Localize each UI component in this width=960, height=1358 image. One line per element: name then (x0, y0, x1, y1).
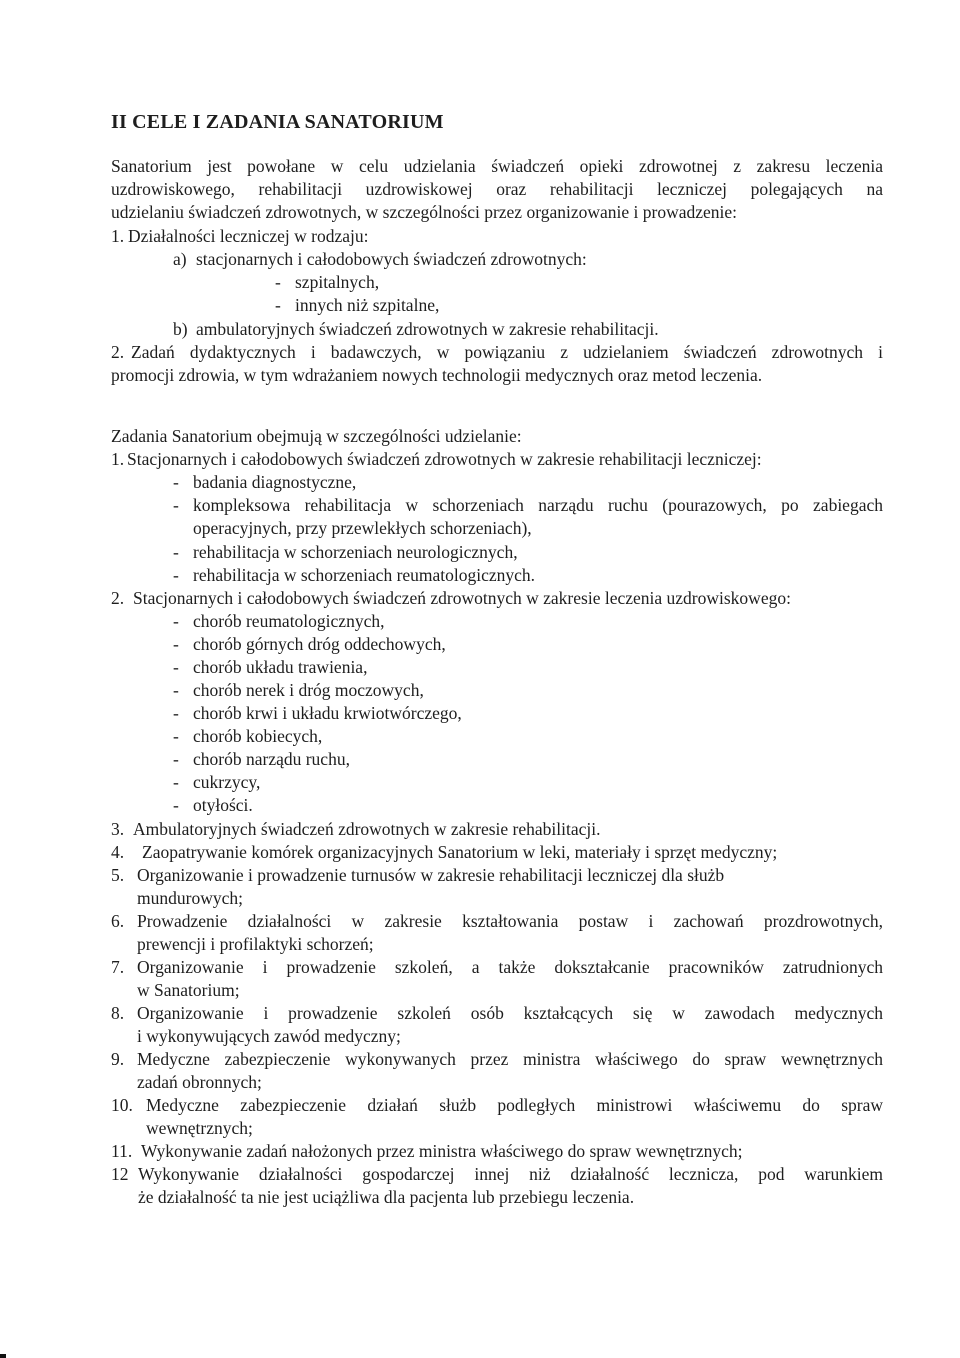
list-number: 11. (111, 1141, 133, 1161)
list-item: Wykonywanie zadań nałożonych przez ministra właściwego do spraw wewnętrznych; (141, 1141, 743, 1161)
bullet-dash: - (173, 795, 179, 815)
bullet-dash: - (173, 542, 179, 562)
list-item: Prowadzenie działalności w zakresie kształtowania postaw i zachowań prozdrowotnych, (137, 911, 883, 931)
bullet-dash: - (173, 495, 179, 515)
list-item: Organizowanie i prowadzenie szkoleń osób kształcących się w zawodach medycznych (137, 1003, 883, 1023)
list-item-continuation: w Sanatorium; (137, 980, 240, 1000)
list-item: Wykonywanie działalności gospodarczej innej niż działalność lecznicza, pod warunkiem (138, 1164, 883, 1184)
list-number: 9. (111, 1049, 125, 1069)
list-item-continuation: i wykonywujących zawód medyczny; (137, 1026, 401, 1046)
list-subitem: chorób górnych dróg oddechowych, (193, 634, 446, 654)
list-item: Organizowanie i prowadzenie szkoleń, a także dokształcanie pracowników zatrudnionych (137, 957, 883, 977)
list-item: Medyczne zabezpieczenie wykonywanych przez ministra właściwego do spraw wewnętrznych (137, 1049, 883, 1069)
list-number: 7. (111, 957, 125, 977)
list-number: 1. (111, 226, 125, 246)
list-number: 1. (111, 449, 125, 469)
list-subitem: chorób układu trawienia, (193, 657, 368, 677)
list-item-continuation: wewnętrznych; (146, 1118, 253, 1138)
scan-mark (0, 1354, 6, 1358)
intro-line: uzdrowiskowego, rehabilitacji uzdrowiskowej oraz rehabilitacji leczniczej polegających na (111, 179, 883, 199)
bullet-dash: - (173, 472, 179, 492)
list-item-continuation: że działalność ta nie jest uciążliwa dla pacjenta lub przebiegu leczenia. (138, 1187, 635, 1207)
list-subitem-continuation: operacyjnych, przy przewlekłych schorzeniach), (193, 518, 532, 538)
list-subitem: chorób kobiecych, (193, 726, 323, 746)
list-subitem: badania diagnostyczne, (193, 472, 357, 492)
list-item: Ambulatoryjnych świadczeń zdrowotnych w zakresie rehabilitacji. (133, 819, 601, 839)
list-item-continuation: promocji zdrowia, w tym wdrażaniem nowych technologii medycznych oraz metod leczenia. (111, 365, 763, 385)
list-number: 12 (111, 1164, 129, 1184)
list-item: Stacjonarnych i całodobowych świadczeń zdrowotnych w zakresie rehabilitacji leczniczej: (127, 449, 762, 469)
list-number: 8. (111, 1003, 125, 1023)
bullet-dash: - (173, 657, 179, 677)
bullet-dash: - (173, 634, 179, 654)
list-subitem: chorób reumatologicznych, (193, 611, 385, 631)
bullet-dash: - (173, 565, 179, 585)
list-subitem: kompleksowa rehabilitacja w schorzeniach narządu ruchu (pourazowych, po zabiegach (193, 495, 883, 515)
list-number: 4. (111, 842, 125, 862)
list-item-continuation: prewencji i profilaktyki schorzeń; (137, 934, 374, 954)
list-item-continuation: mundurowych; (137, 888, 243, 908)
bullet-dash: - (173, 703, 179, 723)
list-item: stacjonarnych i całodobowych świadczeń zdrowotnych: (196, 249, 587, 269)
bullet-dash: - (173, 726, 179, 746)
list-letter: a) (173, 249, 187, 269)
list-item: Zadań dydaktycznych i badawczych, w powiązaniu z udzielaniem świadczeń zdrowotnych i (131, 342, 883, 362)
section-heading: II CELE I ZADANIA SANATORIUM (111, 111, 444, 133)
intro-line: Sanatorium jest powołane w celu udzielania świadczeń opieki zdrowotnej z zakresu leczenia (111, 156, 883, 176)
list-item: Stacjonarnych i całodobowych świadczeń zdrowotnych w zakresie leczenia uzdrowiskowego: (133, 588, 791, 608)
list-subitem: rehabilitacja w schorzeniach reumatologicznych. (193, 565, 536, 585)
bullet-dash: - (173, 772, 179, 792)
list-subitem: rehabilitacja w schorzeniach neurologicznych, (193, 542, 518, 562)
tasks-heading: Zadania Sanatorium obejmują w szczególności udzielanie: (111, 426, 522, 446)
bullet-dash: - (275, 295, 281, 315)
list-subitem: chorób narządu ruchu, (193, 749, 350, 769)
list-number: 2. (111, 342, 125, 362)
list-subitem: chorób nerek i dróg moczowych, (193, 680, 424, 700)
list-letter: b) (173, 319, 188, 339)
bullet-dash: - (275, 272, 281, 292)
list-subitem: innych niż szpitalne, (295, 295, 440, 315)
list-number: 5. (111, 865, 125, 885)
bullet-dash: - (173, 749, 179, 769)
list-number: 2. (111, 588, 125, 608)
intro-line: udzielaniu świadczeń zdrowotnych, w szczególności przez organizowanie i prowadzenie: (111, 202, 738, 222)
list-item: Medyczne zabezpieczenie działań służb podległych ministrowi właściwemu do spraw (146, 1095, 883, 1115)
list-item: ambulatoryjnych świadczeń zdrowotnych w zakresie rehabilitacji. (196, 319, 659, 339)
list-item: Organizowanie i prowadzenie turnusów w zakresie rehabilitacji leczniczej dla służb (137, 865, 725, 885)
list-number: 10. (111, 1095, 133, 1115)
bullet-dash: - (173, 680, 179, 700)
list-number: 6. (111, 911, 125, 931)
bullet-dash: - (173, 611, 179, 631)
list-subitem: chorób krwi i układu krwiotwórczego, (193, 703, 462, 723)
list-item: Zaopatrywanie komórek organizacyjnych Sanatorium w leki, materiały i sprzęt medyczny; (142, 842, 778, 862)
list-item-continuation: zadań obronnych; (137, 1072, 262, 1092)
list-subitem: cukrzycy, (193, 772, 261, 792)
list-number: 3. (111, 819, 125, 839)
list-subitem: szpitalnych, (295, 272, 380, 292)
list-item: Działalności leczniczej w rodzaju: (128, 226, 369, 246)
list-subitem: otyłości. (193, 795, 253, 815)
